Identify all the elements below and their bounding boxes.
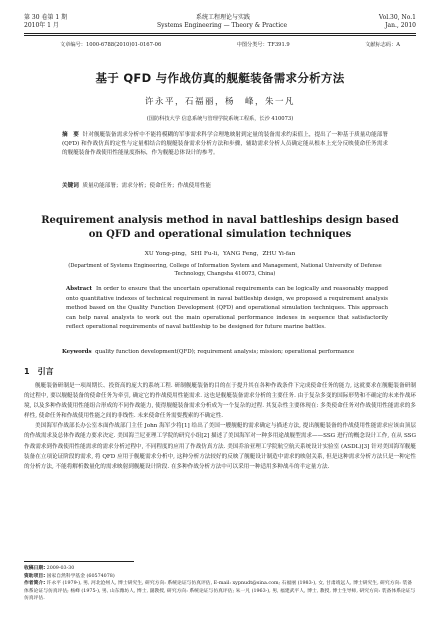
header-rule-thin xyxy=(24,35,416,36)
abstract-en xyxy=(66,285,388,333)
section-title: 1 引言 xyxy=(24,367,54,376)
keywords-en-label: Keywords xyxy=(62,349,92,355)
footnote-rule xyxy=(24,561,134,562)
abstract-cn-label: 摘 要 xyxy=(62,132,79,138)
keywords-cn-label: 关键词 xyxy=(62,183,79,189)
volume-cn: 第 30 卷第 1 期 xyxy=(24,14,68,21)
keywords-en xyxy=(62,349,388,355)
section-body xyxy=(24,381,416,472)
keywords-en-text: quality function development(QFD); requirement analysis; mission; operational performance xyxy=(95,349,355,355)
body-paragraph: 美国海军作战部长办公室本面作战部门主任 John 海军少将[1] 给出了美国一艘舰艇的需求确定与描述方法, 提出舰艇装备的作战使用性能需求应该由顶层的作战需求及总体作战能力要求决定. 美国海兰尼亚理工学院的研究小组[2] 描述了美国海军对一种多用途战舰型需求——SSG 进行的概念设计工作, 在从 SSG 作战需求到作战使用性能需求的需求分析过程中, 不同程度的应用了作战仿真方法. 美国乔治亚理工学院航空航天系统设计实验室 (ASDL)[3] 针对美国海军舰艇装备在立项论证阶段的需求, 将 QFD 应用于舰艇需求分析中, 这种分析方法较好的反映了舰艇设计制造中需求的映射关系, 但是这种需求分析方法只是一种定性的分析方法, 不能将解析数量化的需求映射到舰艇设计阶段. 在多种作战分析方法中可以采用一种适用多种战斗的半定量方法. xyxy=(24,423,416,470)
date-en: Jan., 2010 xyxy=(385,22,416,29)
body-paragraph: 舰艇装备研制是一项周期长、投资高的庞大的系统工程. 研制舰艇装备的目的在于提升其在各种作战条件下完成使命任务的能力, 这就要求在舰艇装备研制的过程中, 要以舰艇装备的使命任务为牵引, 确定它的作战使用性能需求. 这也是舰艇装备需求分析的主要任务. 由于复杂多变的国际形势和不确定的未来作战环境, 以及多种作战使用性能组合形成的不同作战能力, 使得舰艇装备需求分析成为一个复杂的过程. 其复杂性主要体现在: 多类使命任务对作战使用性能需求的多样性, 使命任务和作战使用性能之间的非线性. 未来使命任务需要搜索的不确定性. xyxy=(24,383,416,420)
abstract-cn-text: 针对舰艇装备需求分析中不能将模糊的军事需求科学合理地映射到定量的装备需求约束值上，提出了一种基于质量功能部署 (QFD) 和作战仿真的定性与定量相结合的舰艇装备需求分析方法和步骤，辅助需求分析人员确定能从根本上充分反映使命任务需求的舰艇装备作战使用性能量度指标，作为舰艇总体设计的参考。 xyxy=(62,132,388,156)
affiliation-cn: (国防科技大学 信息系统与管理学院系统工程系，长沙 410073) xyxy=(146,116,294,122)
document-code: 文献标志码：A xyxy=(365,42,400,48)
journal-name-cn: 系统工程理论与实践 xyxy=(195,14,250,21)
authors-cn: 许永平，石福丽，杨 峰，朱一凡 xyxy=(144,97,295,107)
title-cn: 基于 QFD 与作战仿真的舰艇装备需求分析方法 xyxy=(95,71,345,85)
abstract-cn xyxy=(62,131,388,158)
fund-text: 国家自然科学基金 (60574078) xyxy=(46,573,115,579)
header-rule xyxy=(24,33,416,34)
bio-label: 作者简介: xyxy=(24,581,46,587)
date-cn: 2010年 1 月 xyxy=(24,22,59,29)
fund-label: 资助项目: xyxy=(24,573,46,579)
journal-header xyxy=(24,14,416,30)
title-en: Requirement analysis method in naval battleships design based on QFD and operational simulation techniques xyxy=(41,215,399,240)
article-id: 文章编号：1000-6788(2010)01-0167-06 xyxy=(60,42,162,48)
keywords-cn-text: 质量功能部署；需求分析；使命任务；作战使用性能 xyxy=(82,183,212,189)
volume-en: Vol.30, No.1 xyxy=(378,14,416,21)
clc-number: 中图分类号：TF391.9 xyxy=(236,42,290,48)
affiliation-en: (Department of Systems Engineering, College of Information System and Management, National University of Defense Technology, Changsha 410073, China) xyxy=(68,263,382,277)
footnote xyxy=(24,565,416,603)
received-date: 2009-03-30 xyxy=(46,566,75,571)
bio-text: 许永平 (1979-), 男, 河北沧州人, 博士研究生, 研究方向: 系统论证与仿真评估, E-mail: xypnudt@sina.com; 石福丽 (1983-), 女, 甘肃靖远人, 博士研究生, 研究方向: 装备体系论证与仿真评估; 杨峰 (1975-), 男, 山东潍坊人, 博士, 副教授, 研究方向: 系统论证与仿真评估; 朱一凡 (1963-), 男, 福建武平人, 博士, 教授, 博士生导师, 研究方向: 装备体系论证与仿真评估. xyxy=(24,581,416,602)
abstract-en-label: Abstract xyxy=(66,286,93,292)
received-label: 收稿日期: xyxy=(24,566,46,571)
authors-en: XU Yong-ping，SHI Fu-li，YANG Feng，ZHU Yi-fan xyxy=(144,251,296,257)
article-meta xyxy=(60,41,400,48)
abstract-en-text: In order to ensure that the uncertain operational requirements can be logically and reasonably mapped onto quantitative indexes of technical requirement in naval battleship design, we proposed a requirement analysis method based on the Quality Function Development (QFD) and operational simulation techniques. This approach can help naval analysts to work out the main operational performance indexes in sequence that satisfactorily reflect operational requirements of naval battleship to be designed for future marine battles. xyxy=(66,286,389,331)
keywords-cn xyxy=(62,181,388,189)
journal-name-en: Systems Engineering — Theory & Practice xyxy=(157,22,288,29)
